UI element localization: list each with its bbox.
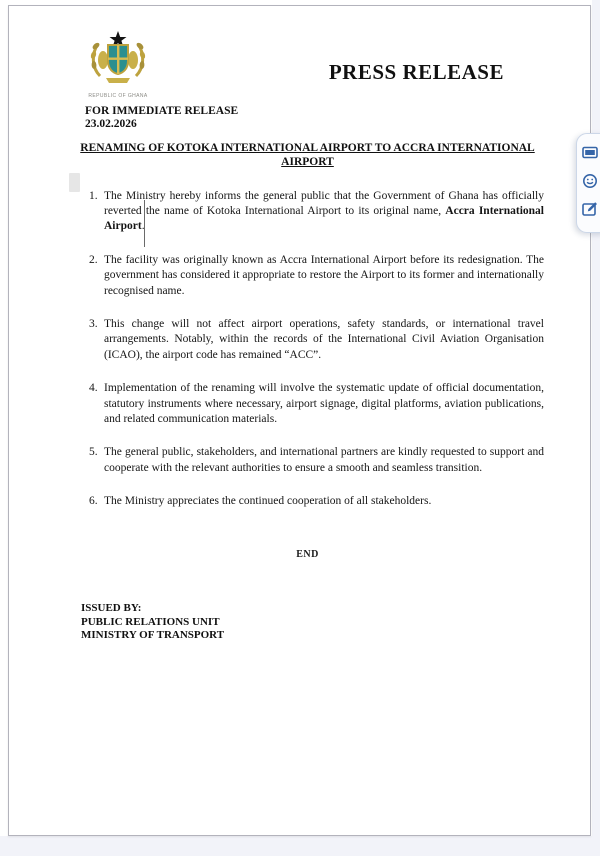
list-text: This change will not affect airport operations, safety standards, or international travel arrangements. Notably, within the records of the International Civil Aviation Organisation (ICAO), the airport code has remained “ACC”. [104, 318, 544, 361]
list-text: The Ministry hereby informs the general public that the Government of Ghana has officially reverted the name of Kotoka International Airport to its original name, [104, 190, 544, 218]
document-title: RENAMING OF KOTOKA INTERNATIONAL AIRPORT TO ACCRA INTERNATIONAL AIRPORT [80, 142, 535, 168]
document-page[interactable] [8, 5, 591, 836]
list-number: 4. [89, 382, 98, 395]
list-item [89, 381, 544, 427]
list-item [89, 253, 544, 299]
list-item [89, 317, 544, 363]
paragraph-selection-mark [69, 173, 80, 192]
viewport-background-bottom [0, 836, 600, 856]
comment-icon [582, 145, 598, 161]
list-item [89, 445, 544, 475]
issued-by-label: ISSUED BY: [81, 602, 142, 614]
list-number: 5. [89, 446, 98, 459]
list-text: . [141, 220, 145, 233]
floating-toolbar [576, 133, 600, 233]
list-text: The Ministry appreciates the continued cooperation of all stakeholders. [104, 495, 432, 508]
issued-by-ministry: MINISTRY OF TRANSPORT [81, 629, 225, 641]
list-text: The general public, stakeholders, and international partners are kindly requested to support and cooperate with the relevant authorities to ensure a smooth and seamless transition. [104, 446, 544, 474]
list-item [89, 494, 544, 509]
release-info [85, 105, 238, 131]
edit-button[interactable] [582, 201, 598, 217]
list-text: The facility was originally known as Accra International Airport before its redesignation. The government has considered it appropriate to restore the Airport to its former and internationally recognised name. [104, 254, 544, 297]
list-number: 1. [89, 190, 98, 202]
list-item [89, 189, 544, 235]
list-number: 6. [89, 495, 98, 508]
ghana-coat-of-arms [83, 30, 153, 99]
list-number: 2. [89, 254, 98, 267]
end-marker: END [296, 549, 319, 560]
list-number: 3. [89, 318, 98, 331]
coat-of-arms-icon [86, 73, 150, 90]
press-release-heading: PRESS RELEASE [328, 60, 504, 84]
edit-icon [582, 201, 598, 217]
coat-of-arms-caption: REPUBLIC OF GHANA [88, 93, 148, 99]
document-content [9, 6, 590, 835]
numbered-list [89, 189, 544, 528]
release-line: FOR IMMEDIATE RELEASE [85, 105, 239, 117]
emoji-button[interactable] [582, 173, 598, 189]
comment-button[interactable] [582, 145, 598, 161]
issued-by-block [81, 602, 224, 643]
emoji-icon [582, 173, 598, 189]
list-text-bold: Accra International Airport [104, 205, 544, 233]
issued-by-unit: PUBLIC RELATIONS UNIT [81, 615, 220, 628]
release-date: 23.02.2026 [85, 118, 137, 130]
viewport-background-right [592, 0, 600, 856]
list-text: Implementation of the renaming will involve the systematic update of official documentation, statutory instruments where necessary, airport signage, digital platforms, aviation publications, and related communication materials. [104, 382, 544, 425]
